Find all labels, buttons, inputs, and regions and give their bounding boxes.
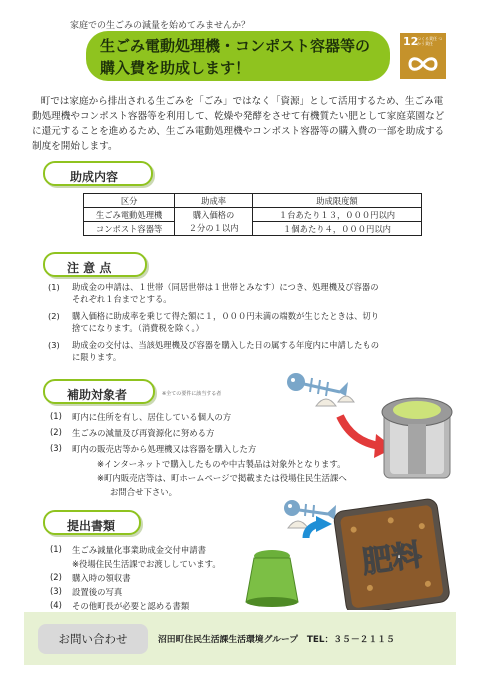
section-notes-heading	[43, 252, 147, 277]
doc-item: その他町長が必要と認める書類	[72, 601, 190, 611]
eligible-item: 町内の販売店等から処理機又は容器を購入した方	[72, 444, 257, 454]
title-line-1: 生ごみ電動処理機・コンポスト容器等の	[100, 37, 371, 55]
doc-number: (3)	[50, 586, 62, 596]
grant-table	[83, 193, 422, 236]
section-content-heading	[43, 161, 153, 186]
table-header-row	[84, 194, 422, 208]
section-notes-label: 注 意 点	[67, 261, 112, 275]
note-line: 捨てになります。（消費税を除く。）	[72, 323, 204, 333]
table-row	[84, 222, 422, 236]
header-rate: 助成率	[175, 194, 253, 208]
contact-info: 沼田町住民生活課生活環境グループ TEL：３５－２１１５	[158, 635, 395, 645]
cell-limit: １台あたり１３，０００円以内	[252, 208, 421, 222]
note-item	[48, 281, 458, 305]
title-line-2: 購入費を助成します！	[100, 59, 251, 77]
compost-bin-icon	[246, 550, 298, 607]
cell-category: 生ごみ電動処理機	[84, 208, 175, 222]
note-line: 購入価格に助成率を乗じて得た額に１，０００円未満の端数が生じたときは、切り	[72, 311, 379, 321]
cell-category: コンポスト容器等	[84, 222, 175, 236]
illustration-compost	[236, 480, 452, 610]
note-line: 助成金の申請は、１世帯（同居世帯は１世帯とみなす）につき、処理機及び容器の	[72, 282, 379, 292]
eligible-note-line: ※インターネットで購入したものや中古製品は対象外となります。	[97, 459, 346, 469]
eggshell-icon	[316, 396, 354, 406]
eligible-number: (3)	[50, 443, 62, 453]
header-category: 区分	[84, 194, 175, 208]
note-number: (2)	[48, 311, 60, 321]
sdg-12-badge	[400, 33, 446, 79]
doc-item: 生ごみ減量化事業助成金交付申請書	[72, 545, 206, 555]
fertilizer-bag-icon	[333, 498, 450, 610]
note-line: それぞれ１台までとする。	[72, 294, 172, 304]
fish-bone-icon	[287, 373, 348, 396]
doc-item-note: ※役場住民生活課でお渡ししています。	[72, 559, 221, 569]
note-line: に限ります。	[72, 352, 122, 362]
table-row	[84, 208, 422, 222]
eligible-note-line: お問合せ下さい。	[110, 487, 177, 497]
eligible-note-line: ※町内販売店等は、町ホームページで掲載または役場住民生活課へ	[97, 473, 347, 483]
intro-text: 家庭での生ごみの減量を始めてみませんか？	[70, 21, 251, 31]
eligible-number: (1)	[50, 411, 62, 421]
section-docs-label: 提出書類	[67, 519, 116, 533]
arrow-head-icon	[316, 516, 332, 532]
doc-item: 購入時の領収書	[72, 573, 131, 583]
eggshell-icon	[288, 521, 308, 528]
note-number: (1)	[48, 282, 60, 292]
doc-number: (2)	[50, 572, 62, 582]
header-limit: 助成限度額	[252, 194, 421, 208]
doc-number: (1)	[50, 544, 62, 554]
eligible-item: 町内に住所を有し、居住している個人の方	[72, 412, 232, 422]
cell-rate: ２分の１以内	[175, 222, 253, 236]
doc-number: (4)	[50, 600, 62, 610]
section-eligible-label: 補助対象者	[67, 388, 128, 402]
note-item	[48, 310, 458, 334]
arrow-icon	[340, 416, 380, 446]
section-docs-heading	[43, 510, 141, 535]
main-title	[86, 31, 390, 81]
contact-button[interactable]: お問い合わせ	[38, 624, 148, 654]
infinity-icon	[407, 54, 439, 74]
doc-item: 設置後の写真	[72, 587, 123, 597]
section-content-label: 助成内容	[70, 170, 119, 184]
note-line: 助成金の交付は、当該処理機及び容器を購入した日の属する年度内に申請したもの	[72, 340, 379, 350]
sdg-number: 12	[403, 35, 419, 48]
fertilizer-label: 肥料	[359, 537, 425, 581]
sdg-caption: つくる責任 つかう責任	[417, 36, 443, 46]
eligible-number: (2)	[50, 427, 62, 437]
eligible-requirement-note: ※全ての要件に該当する者	[162, 391, 222, 397]
cell-limit: １個あたり４，０００円以内	[252, 222, 421, 236]
note-number: (3)	[48, 340, 60, 350]
note-item	[48, 339, 458, 363]
lead-paragraph: 町では家庭から排出される生ごみを「ごみ」ではなく「資源」として活用するため、生ごみ電動処理機やコンポスト容器等を利用して、乾燥や発酵をさせて有機質たい肥として家庭菜園などに還元することを進めるため、生ごみ電動処理機やコンポスト容器等の購入費の一部を助成する制度を開始します。	[32, 96, 445, 152]
illustration-electric-processor	[282, 362, 462, 484]
electric-processor-icon	[382, 398, 452, 478]
eligible-item: 生ごみの減量及び再資源化に努める方	[72, 428, 215, 438]
section-eligible-heading	[43, 379, 155, 404]
cell-rate: 購入価格の	[175, 208, 253, 222]
fish-bone-icon	[284, 500, 336, 520]
